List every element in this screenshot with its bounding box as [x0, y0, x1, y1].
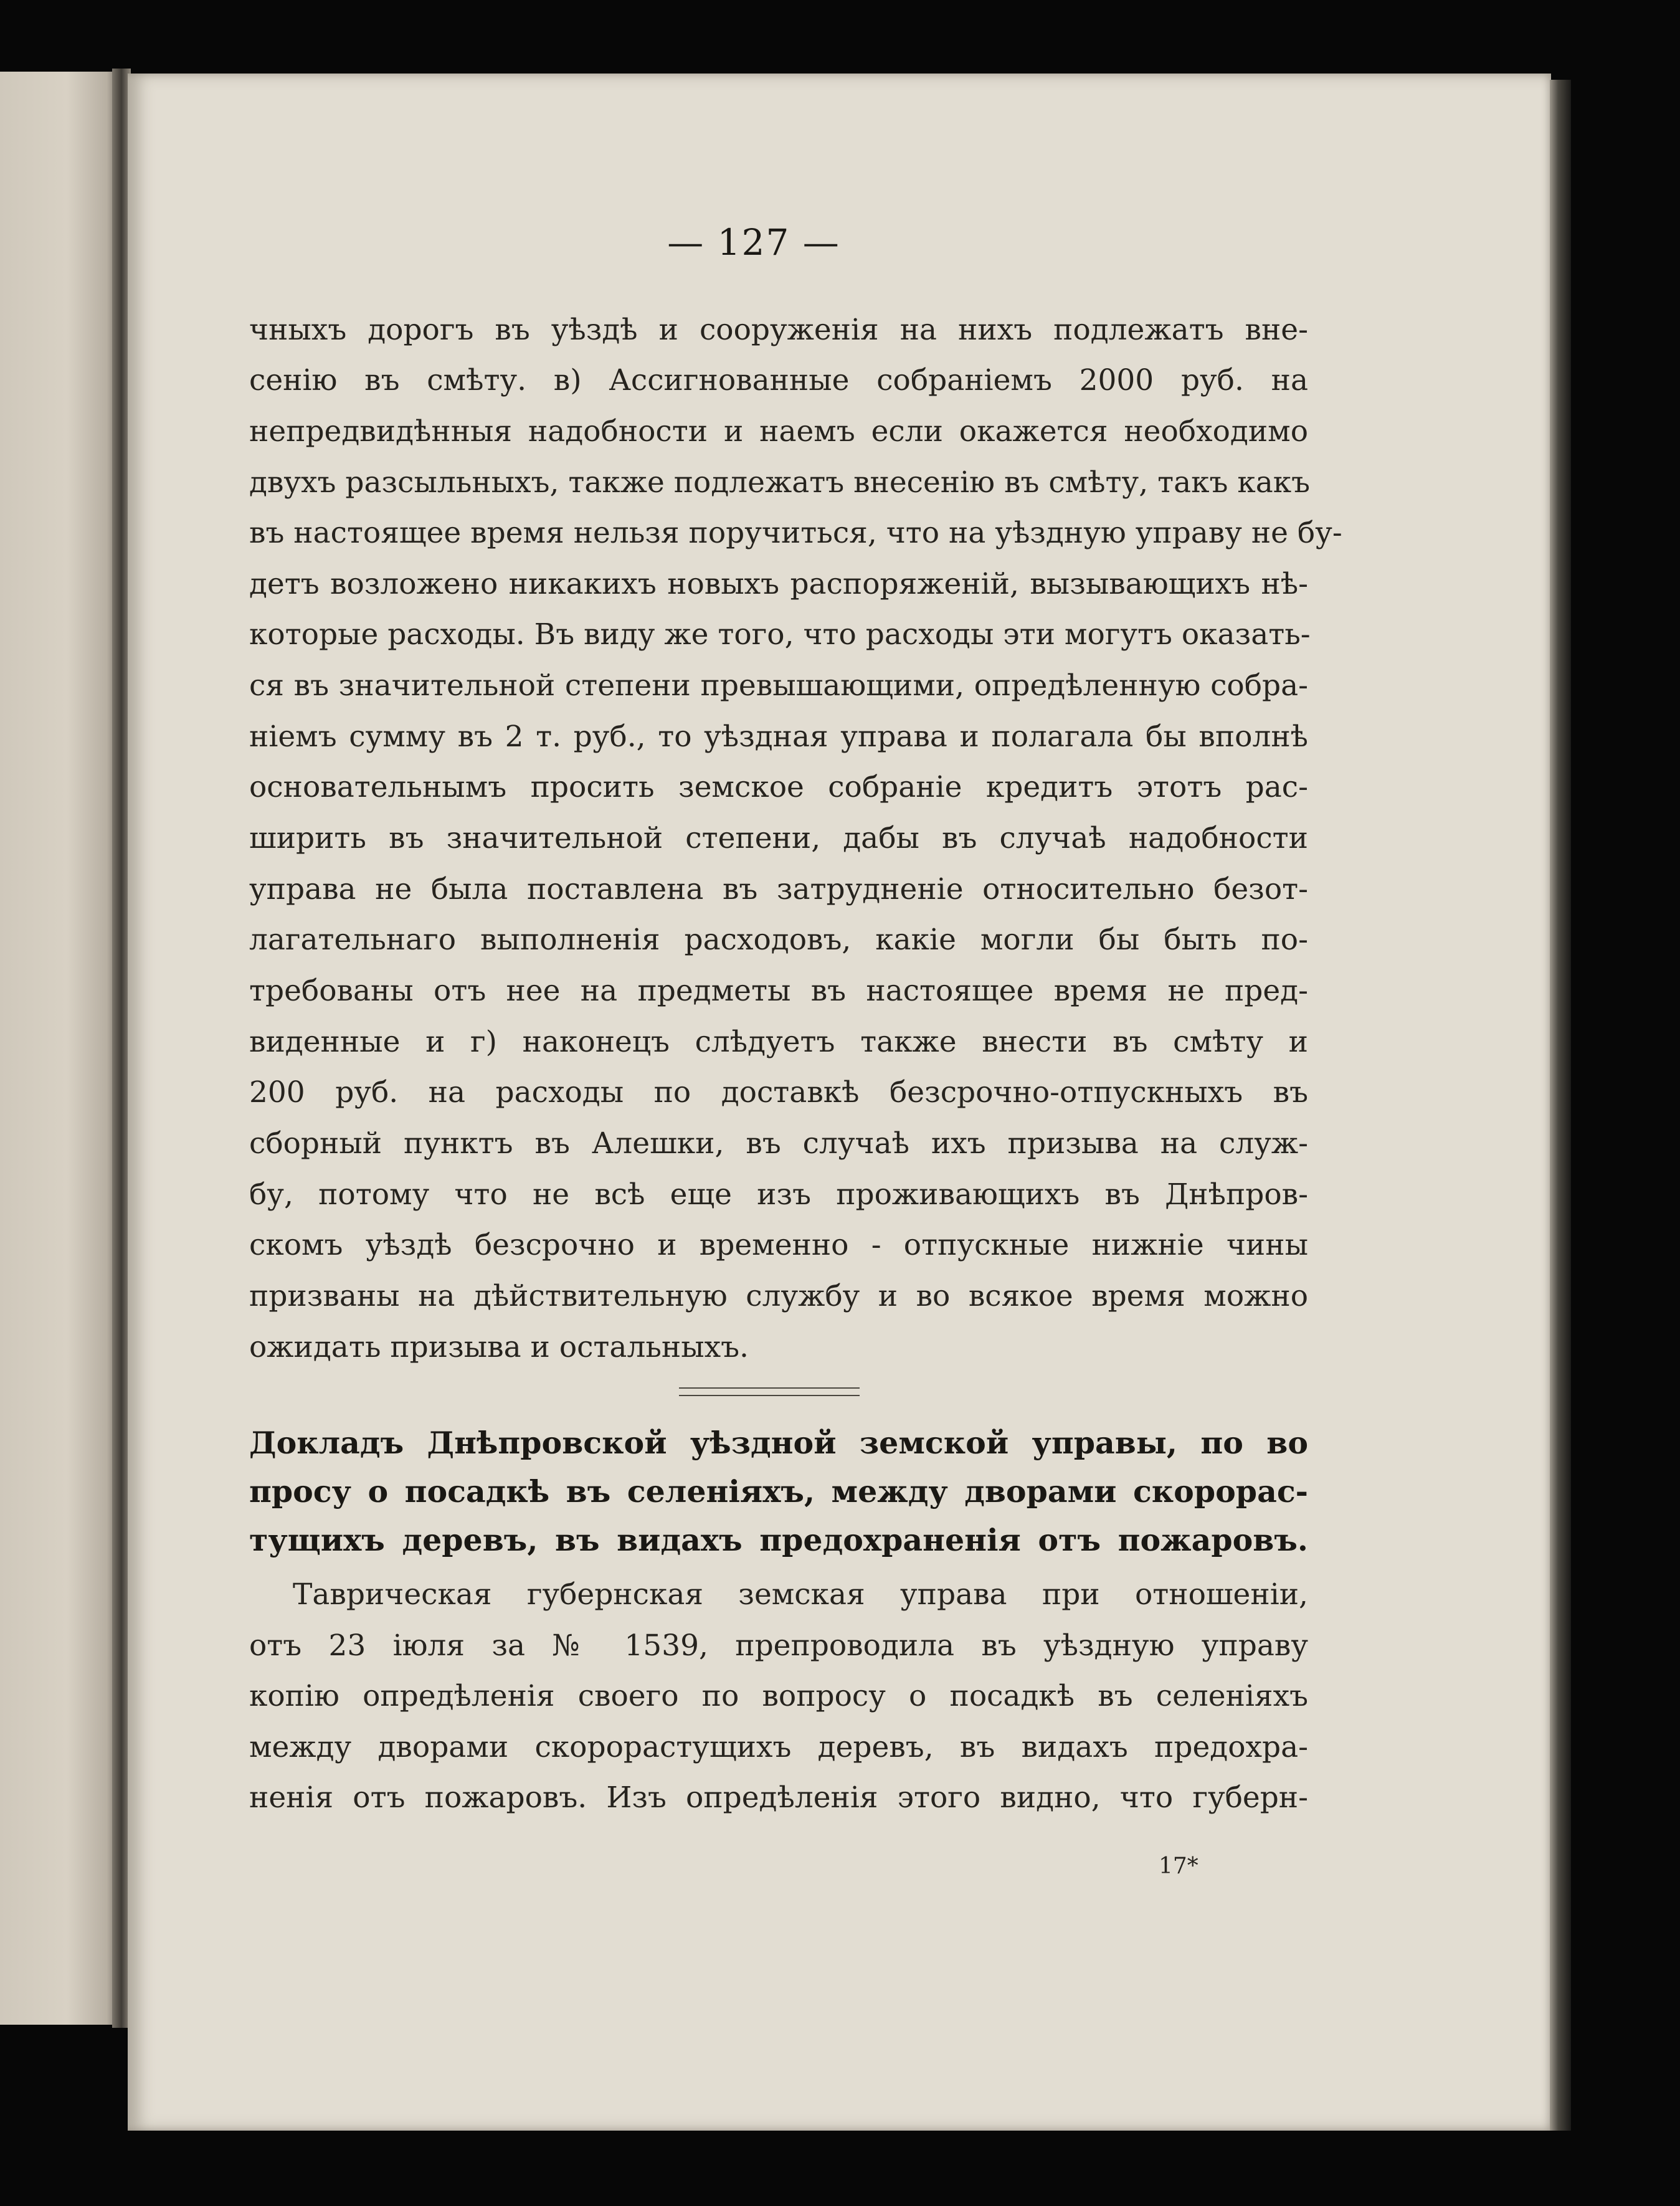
heading-line: тущихъ деревъ, въ видахъ предохраненія отъ пожаровъ. [249, 1522, 1308, 1558]
body-line: Таврическая губернская земская управа при отношеніи, [293, 1577, 1308, 1612]
body-line: отъ 23 іюля за № 1539, препроводила въ уѣздную управу [249, 1628, 1308, 1663]
body-line: управа не была поставлена въ затрудненіе относительно безот- [249, 872, 1308, 906]
body-line: ненія отъ пожаровъ. Изъ опредѣленія этого видно, что губерн- [249, 1780, 1308, 1815]
body-line: ожидать призыва и остальныхъ. [249, 1330, 749, 1364]
body-line: ніемъ сумму въ 2 т. руб., то уѣздная управа и полагала бы вполнѣ [249, 720, 1308, 754]
body-line: ширить въ значительной степени, дабы въ случаѣ надобности [249, 821, 1308, 855]
body-line: которые расходы. Въ виду же того, что расходы эти могутъ оказать- [249, 617, 1311, 652]
body-line: требованы отъ нее на предметы въ настоящее время не пред- [249, 974, 1308, 1008]
body-line: копію опредѣленія своего по вопросу о посадкѣ въ селеніяхъ [249, 1679, 1308, 1713]
signature-mark: 17* [1159, 1853, 1198, 1879]
section-divider [679, 1387, 860, 1396]
body-line: двухъ разсыльныхъ, также подлежатъ внесенію въ смѣту, такъ какъ [249, 465, 1310, 500]
body-line: сенію въ смѣту. в) Ассигнованные собраніемъ 2000 руб. на [249, 363, 1308, 397]
body-line: между дворами скорорастущихъ деревъ, въ видахъ предохра- [249, 1730, 1308, 1764]
body-line: ся въ значительной степени превышающими, опредѣленную собра- [249, 668, 1308, 703]
body-line: въ настоящее время нельзя поручиться, что на уѣздную управу не бу- [249, 516, 1342, 550]
body-line: 200 руб. на расходы по доставкѣ безсрочно-отпускныхъ въ [249, 1075, 1308, 1110]
body-line: скомъ уѣздѣ безсрочно и временно - отпускные нижніе чины [249, 1228, 1308, 1262]
body-line: детъ возложено никакихъ новыхъ распоряженій, вызывающихъ нѣ- [249, 567, 1308, 601]
left-page-edge [0, 72, 121, 2025]
body-line: бу, потому что не всѣ еще изъ проживающихъ въ Днѣпров- [249, 1177, 1308, 1212]
body-line: призваны на дѣйствительную службу и во всякое время можно [249, 1279, 1308, 1313]
body-line: сборный пунктъ въ Алешки, въ случаѣ ихъ призыва на служ- [249, 1126, 1308, 1161]
body-line: виденные и г) наконецъ слѣдуетъ также внести въ смѣту и [249, 1025, 1308, 1059]
heading-line: просу о посадкѣ въ селеніяхъ, между дворами скорорас- [249, 1473, 1308, 1509]
body-line: непредвидѣнныя надобности и наемъ если окажется необходимо [249, 414, 1308, 449]
body-line: лагательнаго выполненія расходовъ, какіе могли бы быть по- [249, 923, 1308, 957]
heading-line: Докладъ Днѣпровской уѣздной земской управы, по во [249, 1425, 1308, 1461]
right-page-edge [1550, 80, 1571, 2131]
body-line: основательнымъ просить земское собраніе кредитъ этотъ рас- [249, 770, 1308, 804]
page-number: — 127 — [667, 221, 840, 264]
body-line: чныхъ дорогъ въ уѣздѣ и сооруженія на нихъ подлежатъ вне- [249, 313, 1308, 347]
